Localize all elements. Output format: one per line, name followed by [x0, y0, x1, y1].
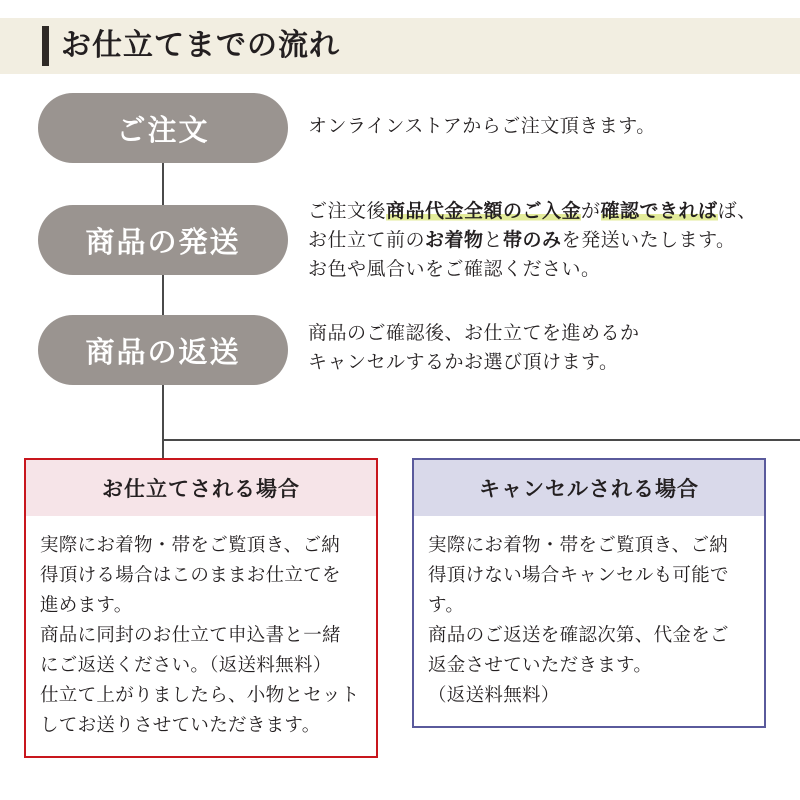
step-ship-line-2 — [308, 227, 757, 256]
outcome-box-cancel — [412, 458, 766, 728]
outcome-cancel-line-3: す。 — [428, 593, 465, 615]
connector-branch-horizontal — [162, 439, 800, 441]
outcome-proceed-line-4: 商品に同封のお仕立て申込書と一緒 — [40, 623, 341, 645]
step-ship-line-2-mid: と — [483, 229, 504, 251]
step-ship-line-3: お色や風合いをご確認ください。 — [308, 258, 601, 280]
outcome-proceed-heading: お仕立てされる場合 — [26, 460, 376, 516]
connector-ship-to-return — [162, 275, 164, 315]
step-ship-line-1 — [308, 198, 757, 227]
step-order — [38, 93, 288, 163]
page-title: お仕立てまでの流れ — [61, 29, 340, 62]
footer-spacer — [0, 768, 800, 800]
step-ship-label: 商品の発送 — [85, 226, 241, 259]
step-return — [38, 315, 288, 385]
step-ship-line-1-prefix: ご注文後 — [308, 201, 387, 222]
step-return-label: 商品の返送 — [85, 336, 241, 369]
outcome-proceed-line-2: 得頂ける場合はこのままお仕立てを — [40, 563, 341, 585]
outcome-cancel-line-6: （返送料無料） — [428, 683, 560, 705]
outcome-cancel-line-2: 得頂けない場合キャンセルも可能で — [428, 563, 729, 585]
outcome-cancel-line-4: 商品のご返送を確認次第、代金をご — [428, 623, 729, 645]
step-return-line-2: キャンセルするかお選び頂けます。 — [308, 351, 619, 373]
step-ship-emphasis-confirm: 確認できれば — [600, 201, 718, 222]
step-return-line-1: 商品のご確認後、お仕立てを進めるか — [308, 323, 640, 344]
step-ship-emphasis-obi: 帯のみ — [503, 229, 562, 251]
header-band — [0, 18, 800, 74]
connector-order-to-ship — [162, 163, 164, 205]
outcome-proceed-line-7: してお送りさせていただきます。 — [40, 713, 321, 735]
outcome-proceed-body — [26, 516, 376, 756]
step-ship-line-2-suffix: を発送いたします。 — [561, 229, 736, 251]
outcome-cancel-line-1: 実際にお着物・帯をご覧頂き、ご納 — [428, 534, 729, 555]
step-ship-emphasis-kimono: お着物 — [425, 229, 484, 251]
step-order-line-1: オンラインストアからご注文頂きます。 — [308, 116, 656, 137]
outcome-cancel-body — [414, 516, 764, 726]
step-ship-line-1-suffix: ば、 — [717, 201, 757, 222]
step-ship-description — [308, 198, 757, 285]
outcome-proceed-line-5: にご返送ください。（返送料無料） — [40, 653, 332, 675]
outcome-proceed-line-3: 進めます。 — [40, 593, 133, 615]
step-ship-emphasis-payment: 商品代金全額のご入金 — [386, 201, 582, 222]
outcome-proceed-line-6: 仕立て上がりましたら、小物とセット — [40, 683, 360, 705]
connector-return-to-branch — [162, 385, 164, 440]
step-ship-line-2-prefix: お仕立て前の — [308, 229, 426, 251]
step-order-description — [308, 113, 656, 142]
header-accent-bar — [42, 26, 49, 66]
outcome-cancel-line-5: 返金させていただきます。 — [428, 653, 653, 675]
outcome-cancel-heading: キャンセルされる場合 — [414, 460, 764, 516]
step-return-description — [308, 320, 640, 378]
step-ship — [38, 205, 288, 275]
outcome-box-proceed — [24, 458, 378, 758]
step-order-label: ご注文 — [116, 114, 210, 147]
step-ship-line-1-mid: が — [581, 201, 601, 222]
outcome-proceed-line-1: 実際にお着物・帯をご覧頂き、ご納 — [40, 534, 341, 555]
